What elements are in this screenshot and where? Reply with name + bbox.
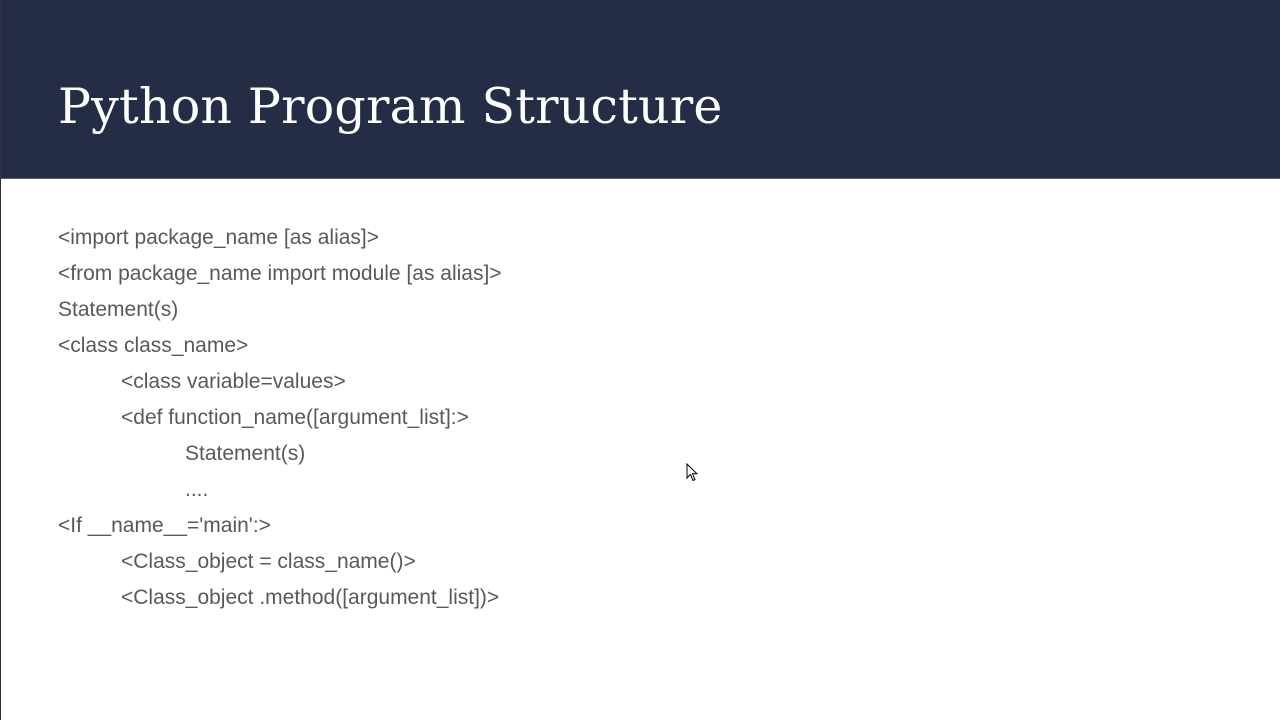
code-line: <from package_name import module [as alias]> — [58, 262, 502, 285]
code-line: Statement(s) — [185, 442, 306, 465]
slide-body — [58, 222, 502, 618]
code-line: <Class_object .method([argument_list])> — [121, 586, 500, 609]
slide-title: Python Program Structure — [58, 78, 723, 135]
code-line: Statement(s) — [58, 298, 179, 321]
code-line: <def function_name([argument_list]:> — [121, 406, 469, 429]
code-line: <If __name__='main':> — [58, 514, 271, 537]
code-line: .... — [185, 478, 209, 501]
code-line: <class class_name> — [58, 334, 249, 357]
slide-left-border — [0, 0, 1, 720]
code-line: <import package_name [as alias]> — [58, 226, 380, 249]
code-line: <class variable=values> — [121, 370, 346, 393]
slide-header — [0, 0, 1280, 179]
mouse-pointer-icon — [686, 463, 698, 487]
code-line: <Class_object = class_name()> — [121, 550, 416, 573]
